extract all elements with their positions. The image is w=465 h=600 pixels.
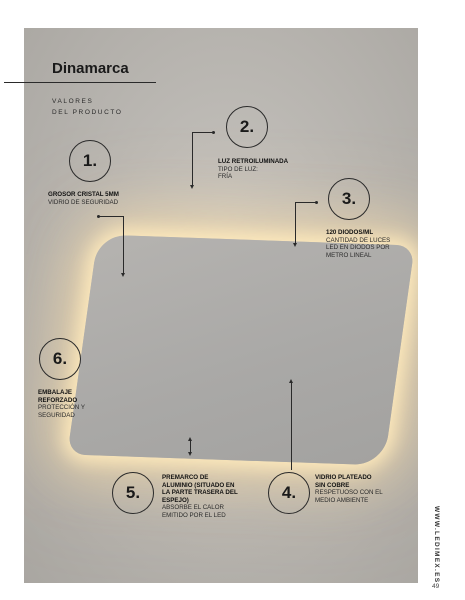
- feature-5-desc-2: EMITIDO POR EL LED: [162, 511, 226, 519]
- subtitle-line-2: DEL PRODUCTO: [52, 109, 123, 116]
- feature-5-number: 5.: [112, 472, 154, 514]
- feature-3-heading: 120 DIODOS/ML: [326, 229, 374, 236]
- feature-5-heading-4: ESPEJO): [162, 496, 189, 504]
- title-rule: [4, 82, 156, 83]
- feature-5-heading-2: ALUMINIO (SITUADO EN: [162, 481, 235, 489]
- feature-4-number: 4.: [268, 472, 310, 514]
- feature-1-leader-h: [98, 216, 124, 217]
- feature-2-leader-h: [192, 132, 213, 133]
- feature-2-desc-1: TIPO DE LUZ:: [218, 165, 258, 173]
- subtitle-line-1: VALORES: [52, 98, 94, 105]
- feature-5-text: [162, 474, 238, 520]
- feature-3-leader-h: [295, 202, 316, 203]
- section-subtitle: [52, 96, 123, 118]
- feature-4-desc-1: RESPETUOSO CON EL: [315, 489, 383, 497]
- feature-6-text: [38, 389, 85, 419]
- feature-5-heading-3: LA PARTE TRASERA DEL: [162, 489, 238, 497]
- feature-4-heading-1: VIDRIO PLATEADO: [315, 474, 372, 481]
- backlit-mirror: [67, 235, 414, 466]
- feature-3-text: [326, 229, 390, 259]
- feature-1-desc: VIDRIO DE SEGURIDAD: [48, 198, 119, 206]
- feature-2-arrow: [190, 185, 194, 189]
- feature-3-number: 3.: [328, 178, 370, 220]
- feature-1-leader-v: [123, 216, 124, 274]
- page-title: Dinamarca: [52, 60, 129, 77]
- feature-2-desc-2: FRÍA: [218, 173, 233, 181]
- feature-2-heading: LUZ RETROILUMINADA: [218, 158, 289, 165]
- feature-6-desc-2: SEGURIDAD: [38, 411, 75, 419]
- feature-3-arrow: [293, 243, 297, 247]
- feature-1-number: 1.: [69, 140, 111, 182]
- feature-2-text: [218, 158, 288, 181]
- feature-1-arrow: [121, 273, 125, 277]
- website-url[interactable]: WWW.LEDIMEX.ES: [433, 506, 440, 584]
- feature-3-desc-1: CANTIDAD DE LUCES: [326, 236, 391, 244]
- feature-6-desc-1: PROTECCIÓN Y: [38, 404, 85, 412]
- feature-6-heading-2: REFORZADO: [38, 396, 78, 404]
- feature-1-text: [48, 191, 119, 206]
- feature-6-number: 6.: [39, 338, 81, 380]
- feature-2-number: 2.: [226, 106, 268, 148]
- feature-3-desc-2: LED EN DIODOS POR: [326, 244, 390, 252]
- feature-4-leader-v: [291, 382, 292, 470]
- feature-5-heading-1: PREMARCO DE: [162, 474, 209, 481]
- feature-4-text: [315, 474, 383, 504]
- feature-3-desc-3: METRO LINEAL: [326, 251, 372, 259]
- feature-3-leader-v: [295, 202, 296, 244]
- feature-5-desc-1: ABSORBE EL CALOR: [162, 504, 225, 512]
- feature-4-desc-2: MEDIO AMBIENTE: [315, 496, 369, 504]
- feature-5-arrow-down: [188, 452, 192, 456]
- feature-6-heading-1: EMBALAJE: [38, 389, 73, 396]
- feature-2-leader-v: [192, 132, 193, 186]
- page-number: 49: [432, 583, 440, 590]
- feature-1-heading: GROSOR CRISTAL 5MM: [48, 191, 119, 198]
- feature-4-heading-2: SIN COBRE: [315, 481, 350, 489]
